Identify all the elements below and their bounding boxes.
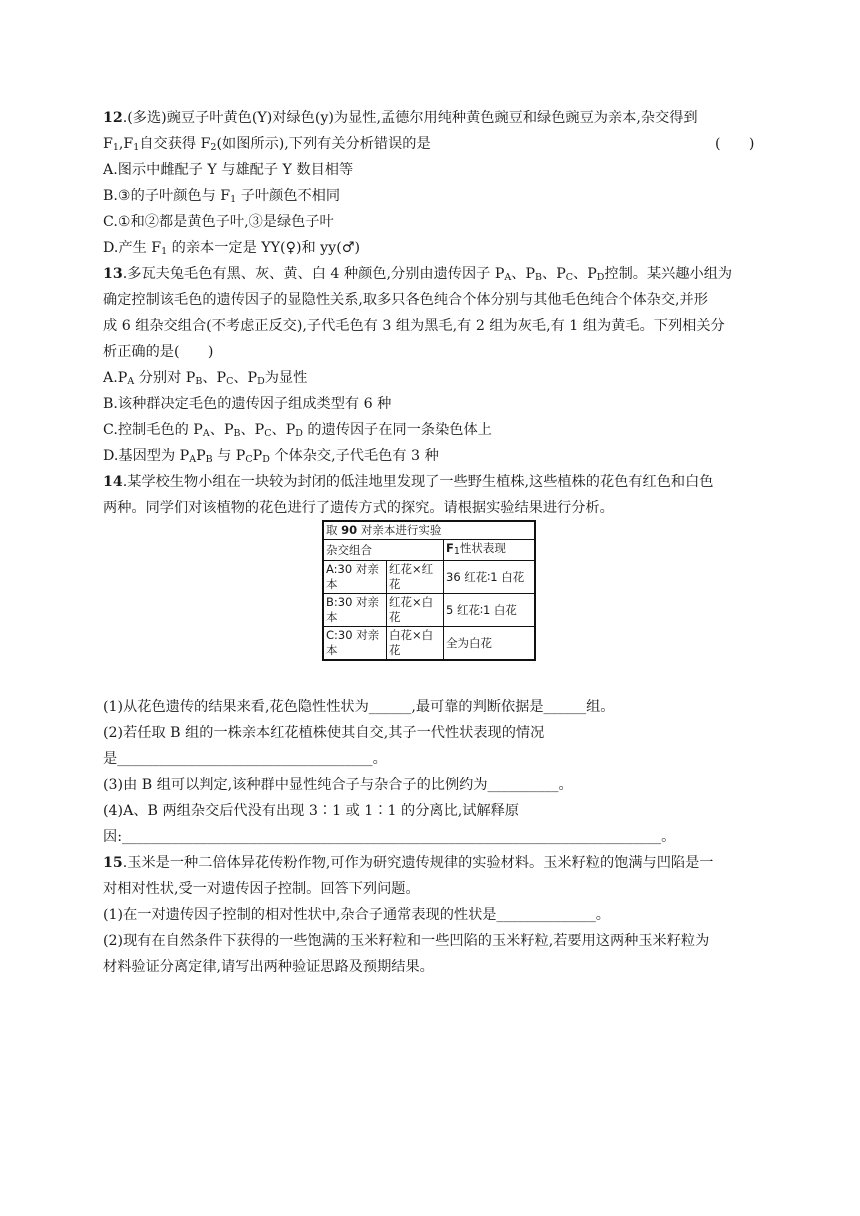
cell-cross: 红花×白花 xyxy=(387,594,444,627)
text: D.产生 F xyxy=(103,240,162,256)
text: 、 xyxy=(202,370,217,386)
q13-option-c: C.控制毛色的 $P_A$、$P_B$、$P_C$、$P_D$ 的遗传因子在同一条染色体上 xyxy=(103,422,492,439)
subscript: 1 xyxy=(133,142,140,153)
q15-sub1: (1)在一对遗传因子控制的相对性状中,杂合子通常表现的性状是______________。 xyxy=(103,907,610,923)
table-row xyxy=(323,594,535,627)
header-f1-phenotype xyxy=(444,540,536,561)
text: 自交获得 F xyxy=(139,136,211,152)
subscript: 1 xyxy=(453,546,460,557)
text: 的遗传因子在同一条染色体上 xyxy=(302,422,492,438)
text: D.基因型为 P xyxy=(103,448,190,464)
text: F xyxy=(103,136,113,152)
text: 性状表现 xyxy=(459,541,506,555)
q14-line1 xyxy=(103,472,713,492)
text: 的亲本一定是 YY(♀)和 yy(♂) xyxy=(167,240,360,256)
q14-sub2-line1: (2)若任取 B 组的一株亲本红花植株使其自交,其子一代性状表现的情况 xyxy=(103,725,545,741)
cell-result: 5 红花∶1 白花 xyxy=(444,594,536,627)
text: .某学校生物小组在一块较为封闭的低洼地里发现了一些野生植株,这些植株的花色有红色和白色 xyxy=(122,474,714,490)
subscript: B xyxy=(205,454,213,465)
q12-option-c: C.①和②都是黄色子叶,③是绿色子叶 xyxy=(103,214,334,230)
q12-number: 12 xyxy=(103,110,123,126)
text: A.P xyxy=(103,370,128,386)
text: 子叶颜色不相同 xyxy=(236,188,341,204)
q15-line2: 对相对性状,受一对遗传因子控制。回答下列问题。 xyxy=(103,881,420,897)
subscript: A xyxy=(202,428,210,439)
cell-result: 全为白花 xyxy=(444,627,536,661)
text: B.③的子叶颜色与 F xyxy=(103,188,231,204)
q14-sub3: (3)由 B 组可以判定,该种群中显性纯合子与杂合子的比例约为__________。 xyxy=(103,777,573,793)
text: .玉米是一种二倍体异花传粉作物,可作为研究遗传规律的实验材料。玉米籽粒的饱满与凹陷是一 xyxy=(122,855,714,871)
text: 分别对 P xyxy=(134,370,196,386)
q13-option-a: $A.P_A$ 分别对 $P_B$、$P_C$、$P_D$为显性 xyxy=(103,370,308,387)
subscript: C xyxy=(264,428,272,439)
text: 取 xyxy=(326,523,342,537)
q13-line3: 成 6 组杂交组合(不考虑正反交),子代毛色有 3 组为黑毛,有 2 组为灰毛,有 1 组为黄毛。下列相关分 xyxy=(103,318,725,334)
text: 为显性 xyxy=(264,370,308,386)
text: 、 xyxy=(233,370,248,386)
q12-stem-text: .(多选)豌豆子叶黄色(Y)对绿色(y)为显性,孟德尔用纯种黄色豌豆和绿色豌豆为亲本,杂交得到 xyxy=(122,110,698,126)
cell-cross: 白花×白花 xyxy=(387,627,444,661)
text: F xyxy=(446,541,454,555)
subscript: D xyxy=(295,428,303,439)
answer-bracket: ( ) xyxy=(715,136,755,152)
q14-sub2-line2: 是____________________________________。 xyxy=(103,751,387,767)
subscript: A xyxy=(127,376,135,387)
text: (如图所示),下列有关分析错误的是 xyxy=(216,136,431,152)
subscript: 1 xyxy=(112,142,119,153)
cell-group: B:30 对亲本 xyxy=(323,594,387,627)
text: 、 xyxy=(541,266,557,282)
table-row xyxy=(323,561,535,594)
subscript: C xyxy=(245,454,253,465)
q12-option-d xyxy=(103,238,360,262)
q12-option-b xyxy=(103,186,340,210)
q12-option-a: A.图示中雌配子 Y 与雄配子 Y 数目相等 xyxy=(103,162,354,178)
q14-sub1: (1)从花色遗传的结果来看,花色隐性性状为______,最可靠的判断依据是______组。 xyxy=(103,699,615,715)
subscript: 1 xyxy=(161,246,168,257)
subscript: A xyxy=(504,272,512,283)
q15-sub2-line2: 材料验证分离定律,请写出两种验证思路及预期结果。 xyxy=(103,959,434,975)
table-row xyxy=(323,627,535,661)
q13-line1: 13.多瓦夫兔毛色有黑、灰、黄、白 4 种颜色,分别由遗传因子 $P_A$、$P_B$、$P_C$、$P_D$控制。某兴趣小组为 xyxy=(103,266,733,283)
subscript: D xyxy=(596,272,605,283)
text: 控制。某兴趣小组为 xyxy=(604,266,733,282)
subscript: D xyxy=(257,376,265,387)
q13-option-d: D.基因型为 $P_AP_B$ 与 $P_CP_D$ 个体杂交,子代毛色有 3 种 xyxy=(103,448,439,465)
q14-sub4-line2: 因:____________________________________________________________________________。 xyxy=(103,829,676,845)
cell-group: A:30 对亲本 xyxy=(323,561,387,594)
text: 、 xyxy=(209,422,224,438)
q15-number: 15 xyxy=(103,855,123,871)
text: 、 xyxy=(240,422,255,438)
subscript: B xyxy=(195,376,203,387)
q14-number: 14 xyxy=(103,474,123,490)
text: 90 xyxy=(341,523,358,537)
q14-line2: 两种。同学们对该植物的花色进行了遗传方式的探究。请根据实验结果进行分析。 xyxy=(103,500,614,516)
text: 对亲本进行实验 xyxy=(357,523,442,537)
q14-sub4-line1: (4)A、B 两组杂交后代没有出现 3∶1 或 1∶1 的分离比,试解释原 xyxy=(103,803,520,819)
q15-line1 xyxy=(103,853,713,873)
table-caption-row xyxy=(323,521,535,540)
q13-line2: 确定控制该毛色的遗传因子的显隐性关系,取多只各色纯合个体分别与其他毛色纯合个体杂交,并形 xyxy=(103,292,708,308)
q12-line1 xyxy=(103,108,698,128)
q13-line4: 析正确的是( ) xyxy=(103,344,214,360)
table-caption xyxy=(323,521,535,540)
text: 、 xyxy=(271,422,286,438)
subscript: B xyxy=(535,272,542,283)
text: 、 xyxy=(511,266,526,282)
subscript: C xyxy=(565,272,574,283)
text: 与 P xyxy=(212,448,246,464)
q13-option-b: B.该种群决定毛色的遗传因子组成类型有 6 种 xyxy=(103,396,392,412)
cell-group: C:30 对亲本 xyxy=(323,627,387,661)
text: 个体杂交,子代毛色有 3 种 xyxy=(269,448,439,464)
cell-result: 36 红花∶1 白花 xyxy=(444,561,536,594)
text: ,F xyxy=(118,136,134,152)
text: .多瓦夫兔毛色有黑、灰、黄、白 4 种颜色,分别由遗传因子 P xyxy=(122,266,505,282)
text: C.控制毛色的 P xyxy=(103,422,203,438)
subscript: 2 xyxy=(210,142,217,153)
text: 、 xyxy=(573,266,588,282)
subscript: B xyxy=(233,428,241,439)
subscript: A xyxy=(189,454,197,465)
subscript: C xyxy=(226,376,234,387)
subscript: D xyxy=(262,454,270,465)
header-cross-combo: 杂交组合 xyxy=(323,540,444,561)
experiment-table xyxy=(322,520,536,661)
q13-number: 13 xyxy=(103,266,123,282)
subscript: 1 xyxy=(230,194,237,205)
table-header-row xyxy=(323,540,535,561)
cell-cross: 红花×红花 xyxy=(387,561,444,594)
q12-line2 xyxy=(103,134,431,158)
q15-sub2-line1: (2)现有在自然条件下获得的一些饱满的玉米籽粒和一些凹陷的玉米籽粒,若要用这两种玉米籽粒为 xyxy=(103,933,710,949)
